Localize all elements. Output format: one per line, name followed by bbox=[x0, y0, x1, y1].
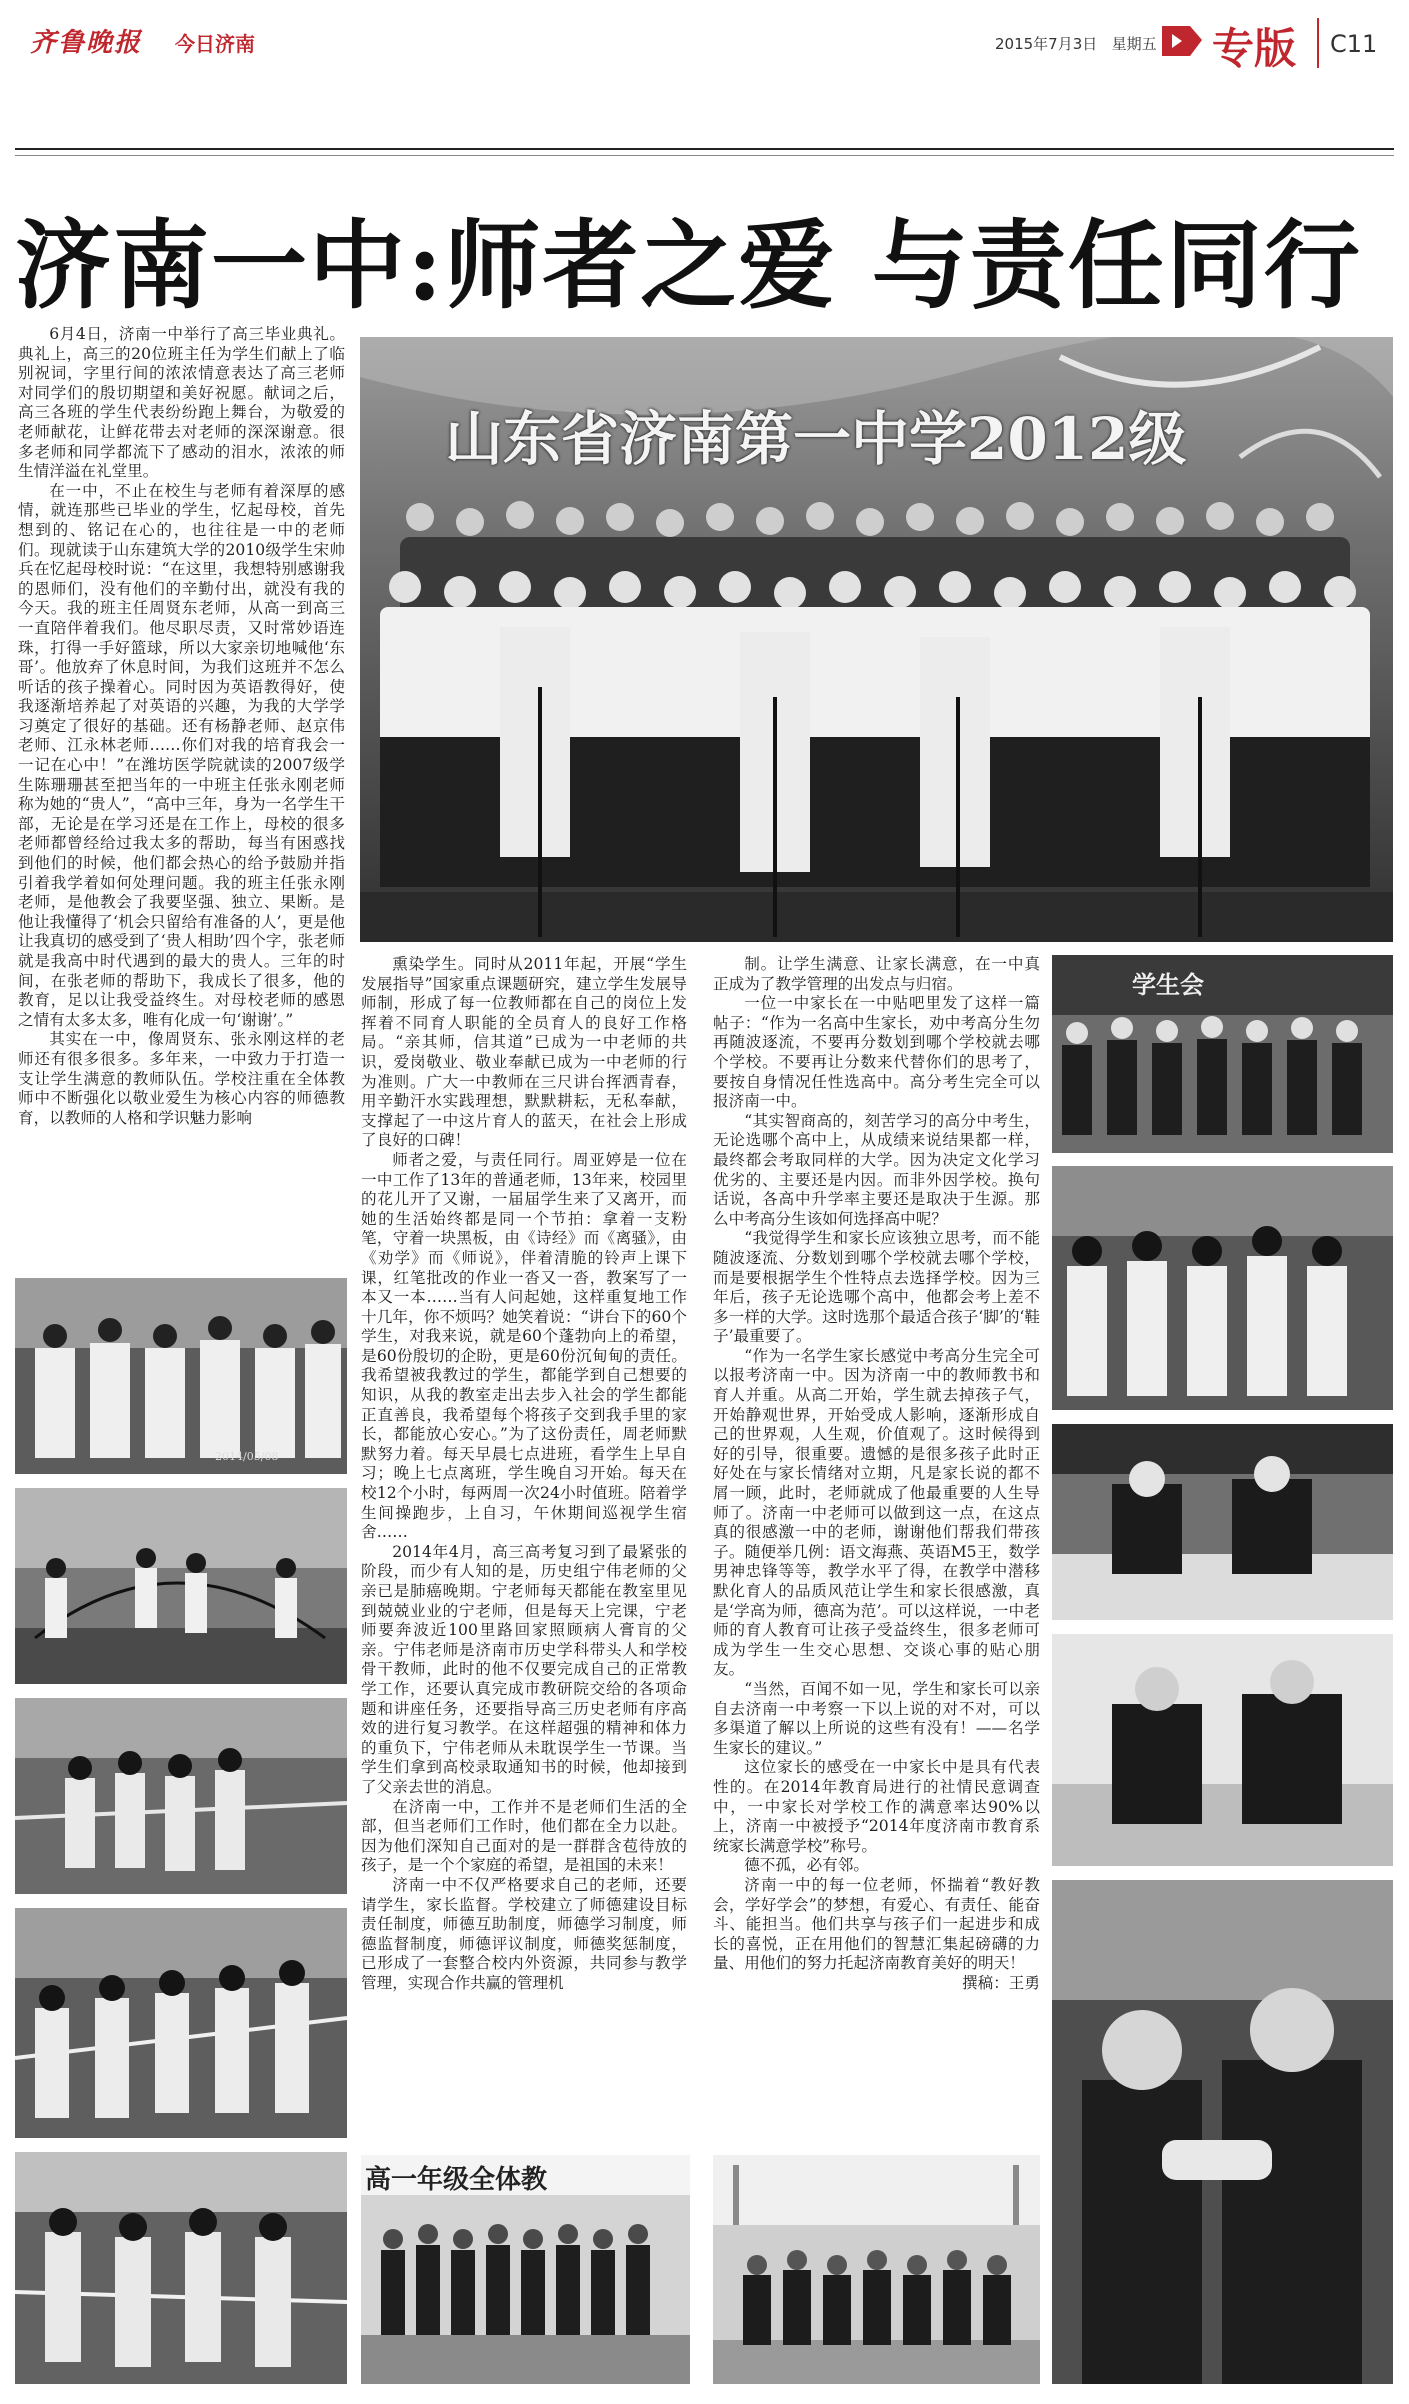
byline: 撰稿：王勇 bbox=[962, 1973, 1040, 1992]
page-title: 济南一中:师者之爱 与责任同行 bbox=[15, 209, 1362, 322]
article-paragraph: 在一中，不止在校生与老师有着深厚的感情，就连那些已毕业的学生，忆起母校，首先想到的、铭记在心的，也往往是一中的老师们。现就读于山东建筑大学的2010级学生宋帅兵在忆起母校时说：“在这里，我想特别感谢我的恩师们，没有他们的辛勤付出，就没有我的今天。我的班主任周贤东老师，从高一到高三一直陪伴着我们。他尽职尽责，又时常妙语连珠，打得一手好篮球，所以大家亲切地喊他‘东哥’。他放弃了休息时间，为我们这班并不怎么听话的孩子操着心。同时因为英语教得好，使我逐渐培养起了对英语的兴趣，为我的大学学习奠定了很好的基础。还有杨静老师、赵京伟老师、江永林老师……你们对我的培育我会一一记在心中！”在潍坊医学院就读的2007级学生陈珊珊甚至把当年的一中班主任张永刚老师称为她的“贵人”，“高中三年，身为一名学生干部，无论是在学习还是在工作上，母校的很多老师都曾经给过我太多的帮助，每当有困惑找到他们的时候，他们都会热心的给予鼓励并指引着我学着如何处理问题。我的班主任张永刚老师，是他教会了我要坚强、独立、果断。是他让我懂得了‘机会只留给有准备的人’，更是他让我真切的感受到了‘贵人相助’四个字，张老师就是我高中时代遇到的最大的贵人。三年的时间，在张老师的帮助下，我成长了很多，他的教育，足以让我受益终生。对母校老师的感恩之情有太多太多，唯有化成一句‘谢谢’。” bbox=[18, 481, 345, 1029]
photo-wall-sign: 学生会 bbox=[1132, 970, 1204, 999]
group-photo-stage bbox=[360, 337, 1393, 942]
photo-desk-study bbox=[1052, 1424, 1393, 1620]
photo-students-group bbox=[15, 1278, 347, 1474]
photo-tug-of-war-2 bbox=[15, 1908, 347, 2138]
header-divider bbox=[1317, 18, 1319, 68]
issue-date bbox=[995, 33, 1157, 54]
photo-hall-group bbox=[713, 2155, 1040, 2384]
photo-tug-of-war-3 bbox=[15, 2152, 347, 2384]
article-column-2 bbox=[361, 955, 687, 2155]
article-paragraph: 一位一中家长在一中贴吧里发了这样一篇帖子：“作为一名高中生家长，劝中考高分生勿再随波逐流，不要再分数划到哪个学校就去哪个学校。不要再让分数来代替你们的思考了，要按自身情况任性选高中。高分考生完全可以报济南一中。 bbox=[713, 994, 1040, 1111]
date-text: 2015年7月3日 bbox=[995, 35, 1098, 53]
article-paragraph: 济南一中不仅严格要求自己的老师，还要请学生，家长监督。学校建立了师德建设目标责任制度，师德互助制度，师德学习制度，师德监督制度，师德评议制度，师德奖惩制度，已形成了一套整合校内外资源，共同参与教学管理，实现合作共赢的管理机 bbox=[361, 1875, 687, 1992]
article-paragraph: 德不孤，必有邻。 bbox=[744, 1856, 869, 1875]
article-paragraph: 2014年4月，高三高考复习到了最紧张的阶段，而少有人知的是，历史组宁伟老师的父亲已是肺癌晚期。宁老师每天都能在教室里见到兢兢业业的宁老师，但是每天上完课，宁老师要奔波近100里路回家照顾病人膏肓的父亲。宁伟老师是济南市历史学科带头人和学校骨干教师，此时的他不仅要完成自己的正常教学工作，还要认真完成市教研院交给的各项命题和讲座任务，还要指导高三历史老师有序高效的进行复习教学。在这样超强的精神和体力的重负下，宁伟老师从未耽误学生一节课。当学生们拿到高校录取通知书的时候，他却接到了父亲去世的消息。 bbox=[361, 1542, 687, 1796]
photo-student-council bbox=[1052, 955, 1393, 1153]
page-number: C11 bbox=[1330, 30, 1378, 58]
header-rule-thin bbox=[15, 155, 1394, 156]
masthead-logo: 齐鲁晚报 bbox=[30, 28, 143, 58]
article-column-3 bbox=[713, 955, 1040, 2135]
article-paragraph: 师者之爱，与责任同行。周亚婷是一位在一中工作了13年的普通老师，13年来，校园里的花儿开了又谢，一届届学生来了又离开，而她的生活始终都是同一个节拍：拿着一支粉笔，守着一块黑板，由《诗经》而《离骚》，由《劝学》而《师说》，伴着清脆的铃声上课下课，红笔批改的作业一沓又一沓，教案写了一本又一本……当有人问起她，这样重复地工作十几年，你不烦吗？她笑着说：“讲台下的60个学生，对我来说，就是60个蓬勃向上的希望，是60份殷切的企盼，更是60份沉甸甸的责任。我希望被我教过的学生，都能学到自己想要的知识，从我的教室走出去步入社会的学生都能正直善良，我希望每个将孩子交到我手里的家长，都能放心安心。”为了这份责任，周老师默默努力着。每天早晨七点进班，看学生上早自习；晚上七点离班，学生晚自习开始。每天在校12个小时，每两周一次24小时值班。陪着学生间操跑步，上自习，午休期间巡视学生宿舍…… bbox=[361, 1150, 687, 1542]
photo-jump-rope bbox=[15, 1488, 347, 1684]
article-paragraph: 在济南一中，工作并不是老师们生活的全部，但当老师们工作时，他们都在全力以赴。因为他们深知自己面对的是一群群含苞待放的孩子，是一个个家庭的希望，是祖国的未来！ bbox=[361, 1797, 687, 1875]
article-paragraph: “我觉得学生和家长应该独立思考，而不能随波逐流、分数划到哪个学校就去哪个学校，而是要根据学生个性特点去选择学校。因为三年后，孩子无论选哪个高中，他都会考上差不多一样的大学。这时选那个最适合孩子‘脚’的‘鞋子’最重要了。 bbox=[713, 1229, 1040, 1346]
photo-banner-text: 山东省济南第一中学2012级 bbox=[445, 405, 1187, 473]
weekday-text: 星期五 bbox=[1111, 35, 1157, 53]
article-paragraph: 制。让学生满意、让家长满意，在一中真正成为了教学管理的出发点与归宿。 bbox=[713, 955, 1040, 993]
photo-meeting-banner: 高一年级全体教 bbox=[365, 2165, 548, 2195]
article-paragraph: 熏染学生。同时从2011年起，开展“学生发展指导”国家重点课题研究，建立学生发展导师制，形成了每一位教师都在自己的岗位上发挥着不同育人职能的全员育人的良好工作格局。“亲其师，信其道”已成为一中老师的共识，爱岗敬业、敬业奉献已成为一中老师的行为准则。广大一中教师在三尺讲台挥洒青春，用辛勤汗水实践理想，默默耕耘，无私奉献，支撑起了一中这片育人的蓝天，在社会上形成了良好的口碑！ bbox=[361, 955, 687, 1150]
article-paragraph: 这位家长的感受在一中家长中是具有代表性的。在2014年教育局进行的社情民意调查中，一中家长对学校工作的满意率达90%以上，济南一中被授予“2014年度济南市教育系统家长满意学校”称号。 bbox=[713, 1758, 1040, 1855]
article-paragraph: 其实在一中，像周贤东、张永刚这样的老师还有很多很多。多年来，一中致力于打造一支让学生满意的教师队伍。学校注重在全体教师中不断强化以敬业爱生为核心内容的师德教育，以教师的人格和学识魅力影响 bbox=[18, 1030, 345, 1127]
photo-students-embrace bbox=[1052, 1880, 1393, 2384]
article-paragraph: “其实智商高的，刻苦学习的高分中考生，无论选哪个高中上，从成绩来说结果都一样，最终都会考取同样的大学。因为决定文化学习优劣的、主要还是内因。而非外因学校。换句话说，各高中升学率主要还是取决于生源。那么中考高分生该如何选择高中呢？ bbox=[713, 1111, 1040, 1228]
photo-classroom-crowd bbox=[1052, 1166, 1393, 1410]
section-mark-icon bbox=[1160, 22, 1204, 62]
article-paragraph: “作为一名学生家长感觉中考高分生完全可以报考济南一中。因为济南一中的教师教书和育人并重。从高二开始，学生就去掉孩子气，开始静观世界，开始受成人影响，逐渐形成自己的世界观，人生观，价值观了。这时候得到好的引导，很重要。遗憾的是很多孩子此时正好处在与家长情绪对立期，凡是家长说的都不屑一顾，此时，老师就成了他最重要的人生导师了。济南一中老师可以做到这一点，在这点真的很感激一中的老师，谢谢他们帮我们带孩子。随便举几例：语文海燕、英语M5王，数学男神忠锋等等，教学水平了得，在教学中潜移默化育人的品质风范让学生和家长很感激，真是‘学高为师，德高为范’。可以这样说，一中老师的育人教育可让孩子受益终生，很多老师可成为学生一生交心思想、交谈心事的贴心朋友。 bbox=[713, 1346, 1040, 1679]
article-paragraph: “当然，百闻不如一见，学生和家长可以亲自去济南一中考察一下以上说的对不对，可以多渠道了解以上所说的这些有没有！——名学生家长的建议。” bbox=[713, 1679, 1040, 1757]
photo-tug-of-war-1 bbox=[15, 1698, 347, 1894]
header-rule bbox=[15, 148, 1394, 150]
special-edition-badge: 专版 bbox=[1212, 24, 1297, 73]
photo-teacher-tutoring bbox=[1052, 1634, 1393, 1866]
article-paragraph: 济南一中的每一位老师，怀揣着“教好教会，学好学会”的梦想，有爱心、有责任、能奋斗、能担当。他们共享与孩子们一起进步和成长的喜悦，正在用他们的智慧汇集起磅礴的力量、用他们的努力托起济南教育美好的明天！ bbox=[713, 1875, 1040, 1973]
section-name: 今日济南 bbox=[175, 32, 255, 56]
article-paragraph: 6月4日，济南一中举行了高三毕业典礼。典礼上，高三的20位班主任为学生们献上了临别祝词，字里行间的浓浓情意表达了高三老师对同学们的殷切期望和美好祝愿。献词之后，高三各班的学生代表纷纷跑上舞台，为敬爱的老师献花，让鲜花带去对老师的深深谢意。很多老师和同学都流下了感动的泪水，浓浓的师生情洋溢在礼堂里。 bbox=[18, 325, 345, 481]
article-column-1 bbox=[18, 325, 345, 1260]
photo-datestamp: 2014/05/08 bbox=[215, 1450, 279, 1463]
photo-meeting-group bbox=[361, 2155, 690, 2384]
